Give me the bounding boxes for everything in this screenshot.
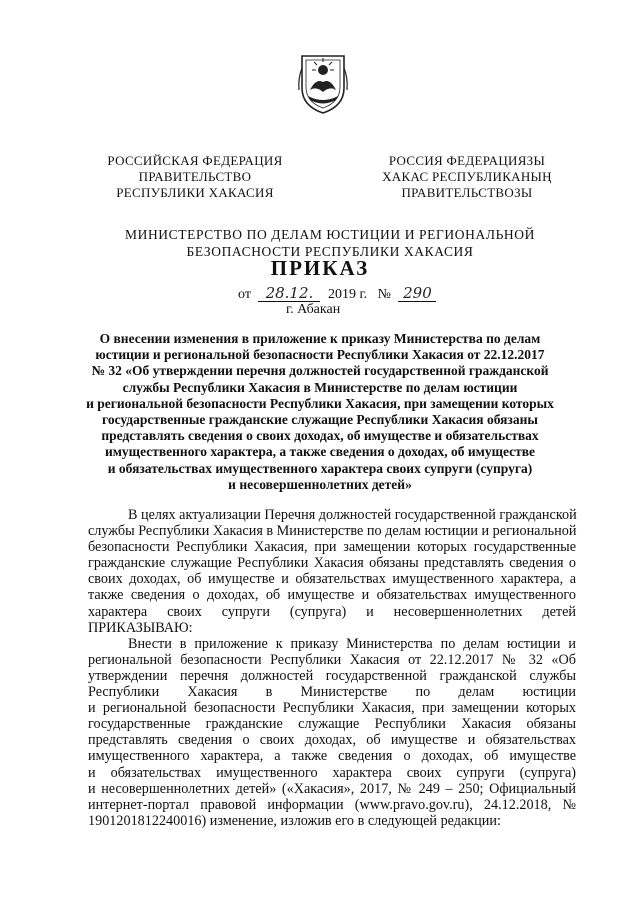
ministry-line: БЕЗОПАСНОСТИ РЕСПУБЛИКИ ХАКАСИЯ [186,244,474,259]
header-right-block [362,153,572,201]
header-left-block [90,153,300,201]
date-year: 2019 г. [327,287,368,302]
paragraph-line: Внести в приложение к приказу Министерства по делам юстиции и [128,635,576,652]
paragraph-line: также сведения о доходах, об имуществе и обязательствах имущественного [88,587,576,604]
handwritten-date: 28.12. [258,286,320,302]
paragraph-line: утверждении перечня должностей государственной гражданской службы [88,667,576,684]
paragraph-line: характера своих супруги (супруга) и несовершеннолетних детей [88,603,576,620]
subject-line: имущественного характера, а также сведения о доходах, об имуществе [104,444,536,460]
paragraph-line: имущественного характера, а также сведения о доходах, об имуществе [88,748,576,765]
ministry-name [80,226,580,260]
paragraph-line: безопасности Республики Хакасия, при замещении которых государственные [88,539,576,556]
subject-line: государственные гражданские служащие Республики Хакасия обязаны [102,412,538,428]
date-prefix: от [238,287,251,302]
subject-line: и обязательствах имущественного характера своих супруги (супруга) [107,460,533,476]
paragraph-line: Республики Хакасия в Министерстве по делам юстиции [88,684,576,701]
subject-line: юстиции и региональной безопасности Республики Хакасия от 22.12.2017 [95,347,545,363]
subject-line: службы Республики Хакасия в Министерстве по делам юстиции [122,379,518,395]
document-body [88,507,576,829]
paragraph-line: интернет-портал правовой информации (www.pravo.gov.ru), 24.12.2018, № [88,796,576,813]
order-word: ПРИКАЗЫВАЮ: [88,619,193,636]
subject-line: и несовершеннолетних детей» [228,476,412,492]
header-right-line: ХАКАС РЕСПУБЛИКАНЫҢ [382,169,552,184]
paragraph-line: службы Республики Хакасия в Министерстве по делам юстиции и региональной [88,523,577,540]
subject-line: представлять сведения о своих доходах, об имуществе и обязательствах [101,428,539,444]
coat-of-arms-emblem [296,50,350,116]
paragraph-line: своих доходах, об имуществе и обязательствах имущественного характера, а [88,571,576,588]
paragraph-line: 1901201812240016) изменение, изложив его в следующей редакции: [88,812,501,829]
paragraph-line: и региональной безопасности Республики Хакасия, при замещении которых [88,700,576,717]
header-left-line: ПРАВИТЕЛЬСТВО [138,169,252,184]
subject-line: О внесении изменения в приложение к приказу Министерства по делам [99,331,541,346]
header-right-line: ПРАВИТЕЛЬСТВОЗЫ [401,185,533,200]
order-subject [60,331,580,493]
header-right-line: РОССИЯ ФЕДЕРАЦИЯЗЫ [388,153,546,168]
paragraph-line: В целях актуализации Перечня должностей государственной гражданской [128,507,577,523]
handwritten-number: 290 [398,286,436,302]
subject-line: и региональной безопасности Республики Хакасия, при замещении которых [86,395,554,411]
paragraph-line: и несовершеннолетних детей» («Хакасия», 2017, № 249 – 250; Официальный [88,780,576,797]
paragraph-line: государственные гражданские служащие Республики Хакасия обязаны [88,716,576,733]
city-name: г. Абакан [286,302,341,317]
paragraph-line: представлять сведения о своих доходах, об имуществе и обязательствах [88,732,576,749]
ministry-line: МИНИСТЕРСТВО ПО ДЕЛАМ ЮСТИЦИИ И РЕГИОНАЛЬНОЙ [125,227,535,242]
header-left-line: РЕСПУБЛИКИ ХАКАСИЯ [116,185,274,200]
paragraph-line: гражданские служащие Республики Хакасия обязаны представлять сведения о [88,555,576,572]
number-label: № [377,287,391,302]
subject-line: № 32 «Об утверждении перечня должностей государственной гражданской [91,363,549,379]
paragraph-line: региональной безопасности Республики Хакасия от 22.12.2017 № 32 «Об [88,651,576,668]
header-left-line: РОССИЙСКАЯ ФЕДЕРАЦИЯ [107,153,283,168]
document-title: ПРИКАЗ [270,256,370,280]
paragraph-line: и обязательствах имущественного характера своих супруги (супруга) [88,764,576,781]
date-number-line [238,286,436,303]
